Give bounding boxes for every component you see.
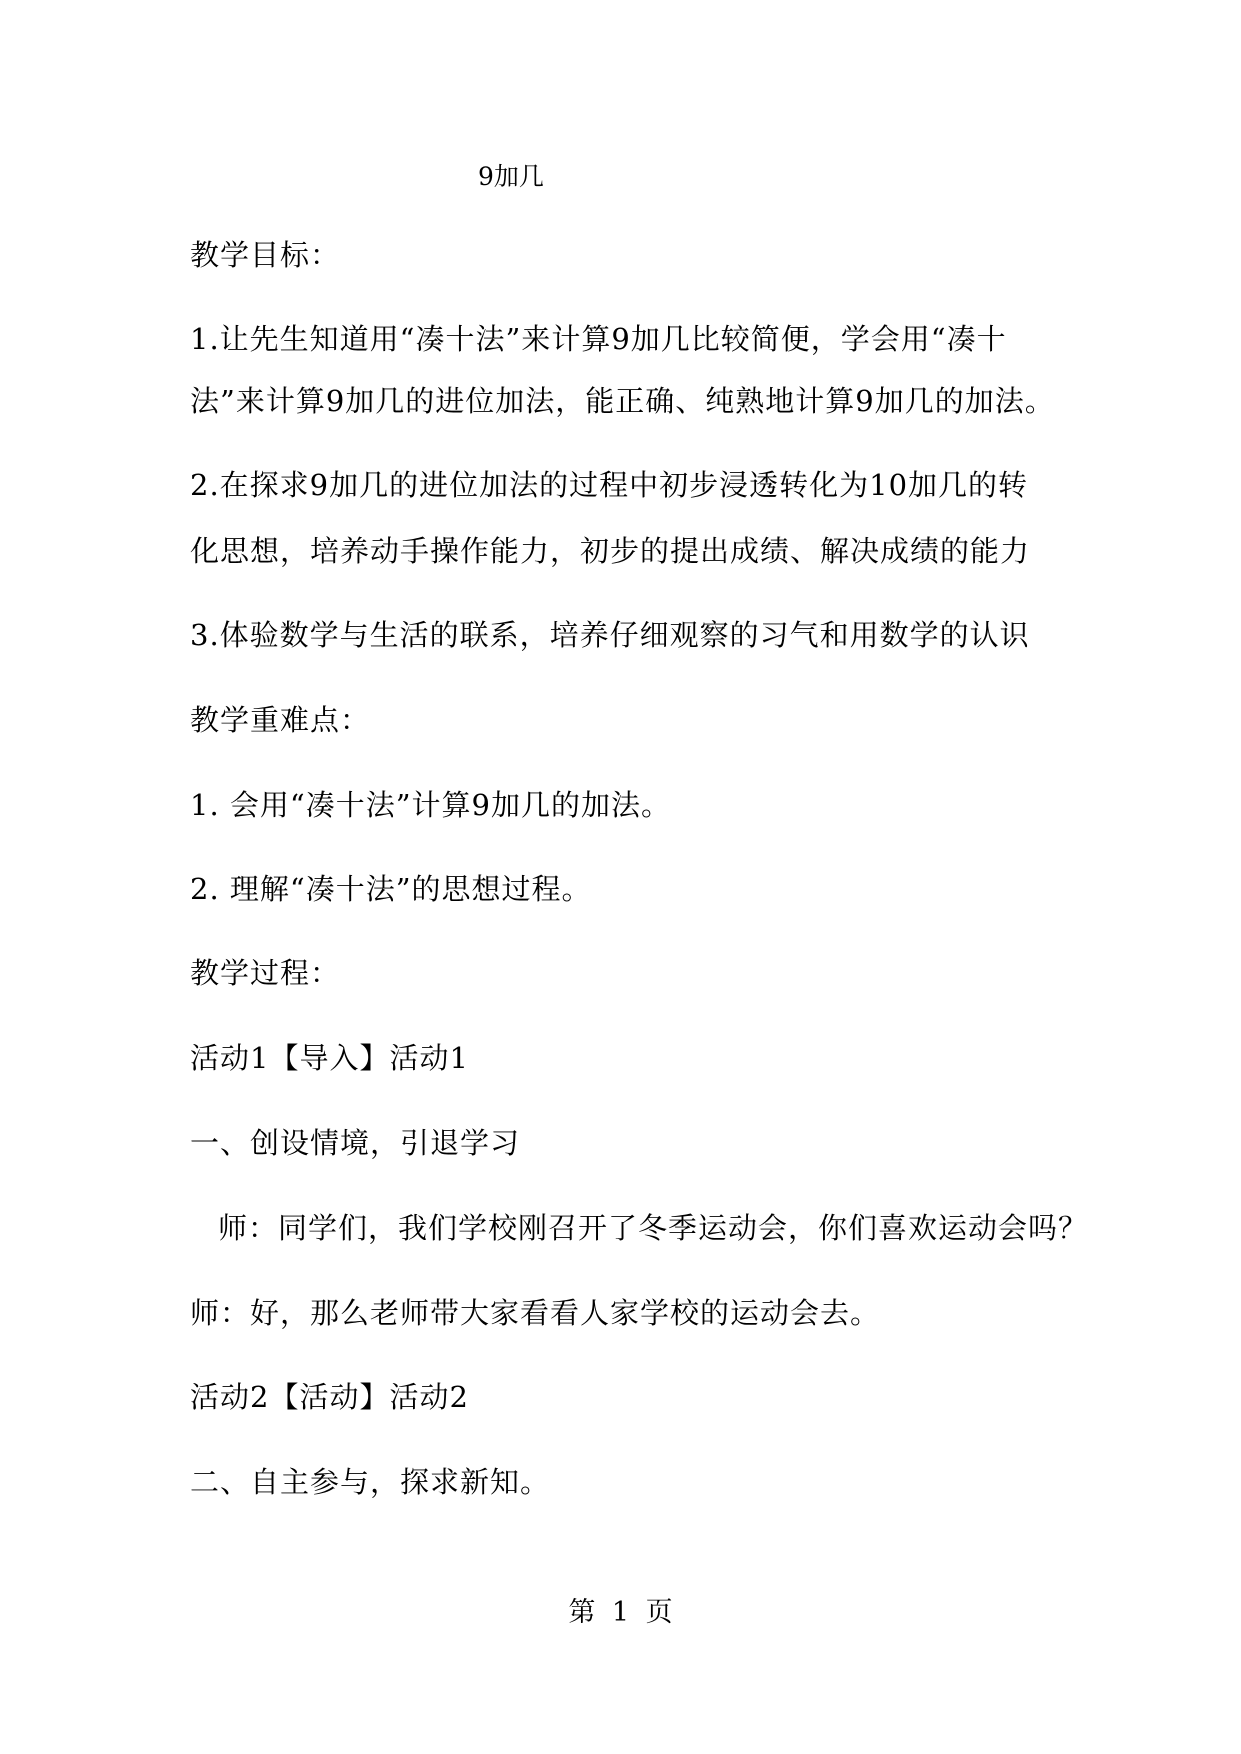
page-number-footer: 第 1 页: [568, 1597, 673, 1628]
activity-1-heading: 活动1【导入】活动1: [190, 1041, 469, 1075]
key-point-1: 1. 会用“凑十法”计算9加几的加法。: [190, 788, 671, 822]
teacher-line-1: 师：同学们，我们学校刚召开了冬季运动会，你们喜欢运动会吗？: [218, 1211, 1089, 1245]
step-1-heading: 一、创设情境，引退学习: [190, 1126, 521, 1160]
objective-3-line-1: 3.体验数学与生活的联系，培养仔细观察的习气和用数学的认识: [190, 618, 1030, 652]
document-title: 9加几: [478, 162, 544, 191]
step-2-heading: 二、自主参与，探求新知。: [190, 1465, 551, 1499]
objective-1-line-2: 法”来计算9加几的进位加法，能正确、纯熟地计算9加几的加法。: [190, 384, 1055, 418]
objective-1-line-1: 1.让先生知道用“凑十法”来计算9加几比较简便，学会用“凑十: [190, 322, 1007, 356]
teacher-line-2: 师：好，那么老师带大家看看人家学校的运动会去。: [190, 1296, 881, 1330]
objectives-heading: 教学目标：: [190, 238, 341, 272]
objective-2-line-1: 2.在探求9加几的进位加法的过程中初步浸透转化为10加几的转: [190, 468, 1029, 502]
key-points-heading: 教学重难点：: [190, 703, 371, 737]
activity-2-heading: 活动2【活动】活动2: [190, 1380, 469, 1414]
key-point-2: 2. 理解“凑十法”的思想过程。: [190, 872, 592, 906]
process-heading: 教学过程：: [190, 956, 341, 990]
objective-2-line-2: 化思想，培养动手操作能力，初步的提出成绩、解决成绩的能力: [190, 534, 1031, 568]
